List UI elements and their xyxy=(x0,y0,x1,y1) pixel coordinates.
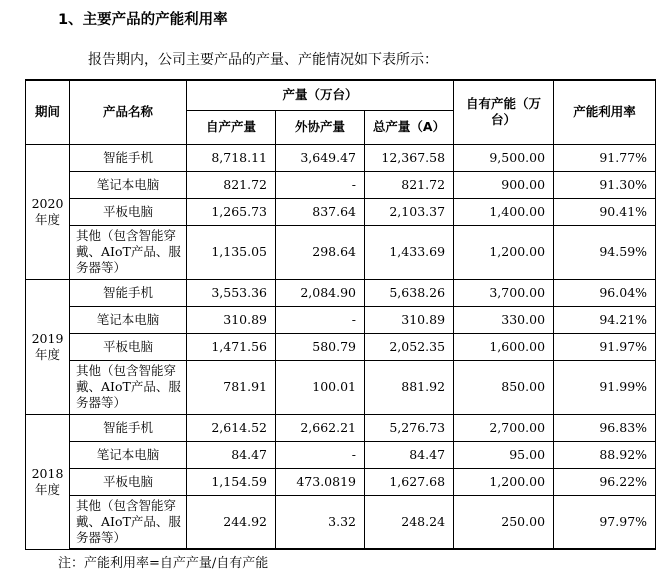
period-cell: 2019年度 xyxy=(26,279,70,414)
header-period: 期间 xyxy=(26,80,70,144)
product-cell: 其他（包含智能穿戴、AIoT产品、服务器等） xyxy=(70,495,187,549)
utilization-cell: 94.21% xyxy=(554,306,656,333)
table-row xyxy=(26,225,656,279)
product-cell: 笔记本电脑 xyxy=(70,171,187,198)
intro-text: 报告期内，公司主要产品的产量、产能情况如下表所示： xyxy=(88,52,438,68)
total-output-cell: 12,367.58 xyxy=(365,144,454,171)
total-output-cell: 310.89 xyxy=(365,306,454,333)
product-cell: 平板电脑 xyxy=(70,333,187,360)
own-capacity-cell: 1,400.00 xyxy=(454,198,554,225)
product-cell: 智能手机 xyxy=(70,414,187,441)
product-cell: 智能手机 xyxy=(70,279,187,306)
outsourced-output-cell: 473.0819 xyxy=(276,468,365,495)
own-capacity-cell: 1,600.00 xyxy=(454,333,554,360)
table-row xyxy=(26,144,656,171)
own-capacity-cell: 850.00 xyxy=(454,360,554,414)
total-output-cell: 1,627.68 xyxy=(365,468,454,495)
product-cell: 笔记本电脑 xyxy=(70,441,187,468)
outsourced-output-cell: - xyxy=(276,306,365,333)
own-output-cell: 310.89 xyxy=(187,306,276,333)
product-cell: 其他（包含智能穿戴、AIoT产品、服务器等） xyxy=(70,225,187,279)
table-row xyxy=(26,198,656,225)
utilization-cell: 94.59% xyxy=(554,225,656,279)
table-row xyxy=(26,171,656,198)
period-cell: 2020年度 xyxy=(26,144,70,279)
utilization-cell: 91.30% xyxy=(554,171,656,198)
header-output-group: 产量（万台） xyxy=(187,80,454,110)
outsourced-output-cell: 298.64 xyxy=(276,225,365,279)
outsourced-output-cell: - xyxy=(276,171,365,198)
own-capacity-cell: 9,500.00 xyxy=(454,144,554,171)
outsourced-output-cell: 837.64 xyxy=(276,198,365,225)
utilization-cell: 91.77% xyxy=(554,144,656,171)
outsourced-output-cell: - xyxy=(276,441,365,468)
product-cell: 智能手机 xyxy=(70,144,187,171)
section-heading: 1、主要产品的产能利用率 xyxy=(58,12,228,28)
product-cell: 平板电脑 xyxy=(70,198,187,225)
own-capacity-cell: 330.00 xyxy=(454,306,554,333)
outsourced-output-cell: 2,662.21 xyxy=(276,414,365,441)
own-capacity-cell: 1,200.00 xyxy=(454,225,554,279)
product-cell: 笔记本电脑 xyxy=(70,306,187,333)
product-cell: 平板电脑 xyxy=(70,468,187,495)
utilization-cell: 97.97% xyxy=(554,495,656,549)
footnote: 注：产能利用率=自产产量/自有产能 xyxy=(58,556,269,571)
utilization-cell: 88.92% xyxy=(554,441,656,468)
own-capacity-cell: 95.00 xyxy=(454,441,554,468)
own-output-cell: 1,471.56 xyxy=(187,333,276,360)
header-own-capacity: 自有产能（万台） xyxy=(454,80,554,144)
total-output-cell: 84.47 xyxy=(365,441,454,468)
table-row xyxy=(26,279,656,306)
table-row xyxy=(26,333,656,360)
total-output-cell: 1,433.69 xyxy=(365,225,454,279)
own-output-cell: 821.72 xyxy=(187,171,276,198)
table-row xyxy=(26,495,656,549)
period-cell: 2018年度 xyxy=(26,414,70,549)
table-row xyxy=(26,360,656,414)
own-capacity-cell: 3,700.00 xyxy=(454,279,554,306)
outsourced-output-cell: 3.32 xyxy=(276,495,365,549)
own-capacity-cell: 900.00 xyxy=(454,171,554,198)
table-row xyxy=(26,468,656,495)
own-output-cell: 244.92 xyxy=(187,495,276,549)
total-output-cell: 2,052.35 xyxy=(365,333,454,360)
table-row xyxy=(26,306,656,333)
table-body xyxy=(26,144,656,549)
total-output-cell: 5,638.26 xyxy=(365,279,454,306)
own-output-cell: 781.91 xyxy=(187,360,276,414)
utilization-cell: 91.97% xyxy=(554,333,656,360)
own-capacity-cell: 1,200.00 xyxy=(454,468,554,495)
own-capacity-cell: 2,700.00 xyxy=(454,414,554,441)
utilization-cell: 91.99% xyxy=(554,360,656,414)
utilization-cell: 96.83% xyxy=(554,414,656,441)
total-output-cell: 2,103.37 xyxy=(365,198,454,225)
own-capacity-cell: 250.00 xyxy=(454,495,554,549)
own-output-cell: 1,265.73 xyxy=(187,198,276,225)
utilization-cell: 90.41% xyxy=(554,198,656,225)
own-output-cell: 3,553.36 xyxy=(187,279,276,306)
product-cell: 其他（包含智能穿戴、AIoT产品、服务器等） xyxy=(70,360,187,414)
own-output-cell: 8,718.11 xyxy=(187,144,276,171)
header-utilization: 产能利用率 xyxy=(554,80,656,144)
total-output-cell: 5,276.73 xyxy=(365,414,454,441)
total-output-cell: 248.24 xyxy=(365,495,454,549)
own-output-cell: 1,154.59 xyxy=(187,468,276,495)
utilization-cell: 96.22% xyxy=(554,468,656,495)
own-output-cell: 1,135.05 xyxy=(187,225,276,279)
utilization-cell: 96.04% xyxy=(554,279,656,306)
header-own-output: 自产产量 xyxy=(187,110,276,144)
header-product: 产品名称 xyxy=(70,80,187,144)
table-row xyxy=(26,441,656,468)
total-output-cell: 881.92 xyxy=(365,360,454,414)
header-total-output: 总产量（A） xyxy=(365,110,454,144)
capacity-utilization-table xyxy=(25,79,656,550)
outsourced-output-cell: 580.79 xyxy=(276,333,365,360)
outsourced-output-cell: 100.01 xyxy=(276,360,365,414)
own-output-cell: 84.47 xyxy=(187,441,276,468)
outsourced-output-cell: 2,084.90 xyxy=(276,279,365,306)
table-row xyxy=(26,414,656,441)
own-output-cell: 2,614.52 xyxy=(187,414,276,441)
outsourced-output-cell: 3,649.47 xyxy=(276,144,365,171)
header-outsourced-output: 外协产量 xyxy=(276,110,365,144)
total-output-cell: 821.72 xyxy=(365,171,454,198)
